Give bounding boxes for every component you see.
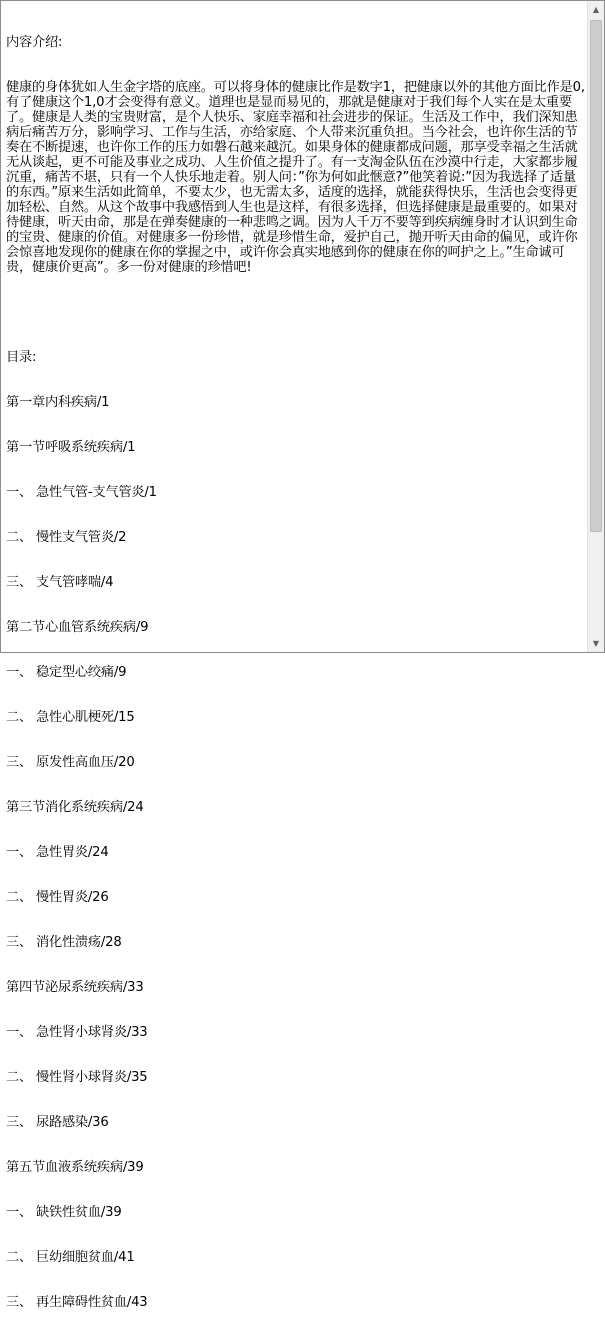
toc-line: 三、 再生障碍性贫血/43 bbox=[6, 1295, 148, 1310]
toc-line: 三、 尿路感染/36 bbox=[6, 1115, 109, 1130]
scroll-down-arrow-icon[interactable]: ▼ bbox=[592, 639, 600, 648]
toc-line: 第一章内科疾病/1 bbox=[6, 395, 110, 410]
toc-line: 一、 缺铁性贫血/39 bbox=[6, 1205, 122, 1220]
blank-line bbox=[6, 305, 588, 320]
vertical-scrollbar[interactable] bbox=[587, 1, 604, 652]
toc-line: 二、 急性心肌梗死/15 bbox=[6, 710, 135, 725]
toc-line: 三、 支气管哮喘/4 bbox=[6, 575, 114, 590]
toc-line: 第二节心血管系统疾病/9 bbox=[6, 620, 149, 635]
toc-line: 三、 消化性溃疡/28 bbox=[6, 935, 122, 950]
toc-line: 三、 原发性高血压/20 bbox=[6, 755, 135, 770]
toc-line: 第四节泌尿系统疾病/33 bbox=[6, 980, 144, 995]
toc-line: 第一节呼吸系统疾病/1 bbox=[6, 440, 136, 455]
toc-line: 二、 慢性支气管炎/2 bbox=[6, 530, 127, 545]
scroll-up-arrow-icon[interactable]: ▲ bbox=[592, 5, 600, 14]
document-text-area[interactable] bbox=[1, 1, 588, 1310]
intro-paragraph: 健康的身体犹如人生金字塔的底座。可以将身体的健康比作是数字1，把健康以外的其他方面比作是0,有了健康这个1,0才会变得有意义。道理也是显而易见的，那就是健康对于我们每个人实在是太重要了。健康是人类的宝贵财富，是个人快乐、家庭幸福和社会进步的保证。生活及工作中，我们深知患病后痛苦万分，影响学习、工作与生活，亦给家庭、个人带来沉重负担。当今社会，也许你生活的节奏在不断提速，也许你工作的压力如磐石越来越沉。如果身体的健康都成问题，那享受幸福之生活就无从谈起，更不可能及事业之成功、人生价值之提升了。有一支淘金队伍在沙漠中行走，大家都步履沉重，痛苦不堪，只有一个人快乐地走着。别人问：”你为何如此惬意?”他笑着说:”因为我选择了适量的东西。”原来生活如此简单，不要太少，也无需太多，适度的选择，就能获得快乐，生活也会变得更加轻松、自然。从这个故事中我感悟到人生也是这样，有很多选择，但选择健康是最重要的。如果对待健康，听天由命，那是在弹奏健康的一种悲鸣之调。因为人千万不要等到疾病缠身时才认识到生命的宝贵、健康的价值。对健康多一份珍惜，就是珍惜生命，爱护自己，抛开听天由命的偏见，或许你会惊喜地发现你的健康在你的掌握之中，或许你会真实地感到你的健康在你的呵护之上。”生命诚可贵，健康价更高”。多一份对健康的珍惜吧! bbox=[6, 80, 585, 275]
toc-line: 二、 慢性胃炎/26 bbox=[6, 890, 109, 905]
toc-line: 二、 慢性肾小球肾炎/35 bbox=[6, 1070, 148, 1085]
toc-line: 一、 稳定型心绞痛/9 bbox=[6, 665, 127, 680]
toc-line: 一、 急性胃炎/24 bbox=[6, 845, 109, 860]
toc-line: 一、 急性气管-支气管炎/1 bbox=[6, 485, 157, 500]
toc-line: 第五节血液系统疾病/39 bbox=[6, 1160, 144, 1175]
toc-line: 一、 急性肾小球肾炎/33 bbox=[6, 1025, 148, 1040]
toc-line: 第三节消化系统疾病/24 bbox=[6, 800, 144, 815]
toc-line: 二、 巨幼细胞贫血/41 bbox=[6, 1250, 135, 1265]
intro-heading: 内容介绍: bbox=[6, 35, 63, 50]
toc-heading: 目录: bbox=[6, 350, 37, 365]
scrollbar-thumb[interactable] bbox=[590, 20, 602, 532]
